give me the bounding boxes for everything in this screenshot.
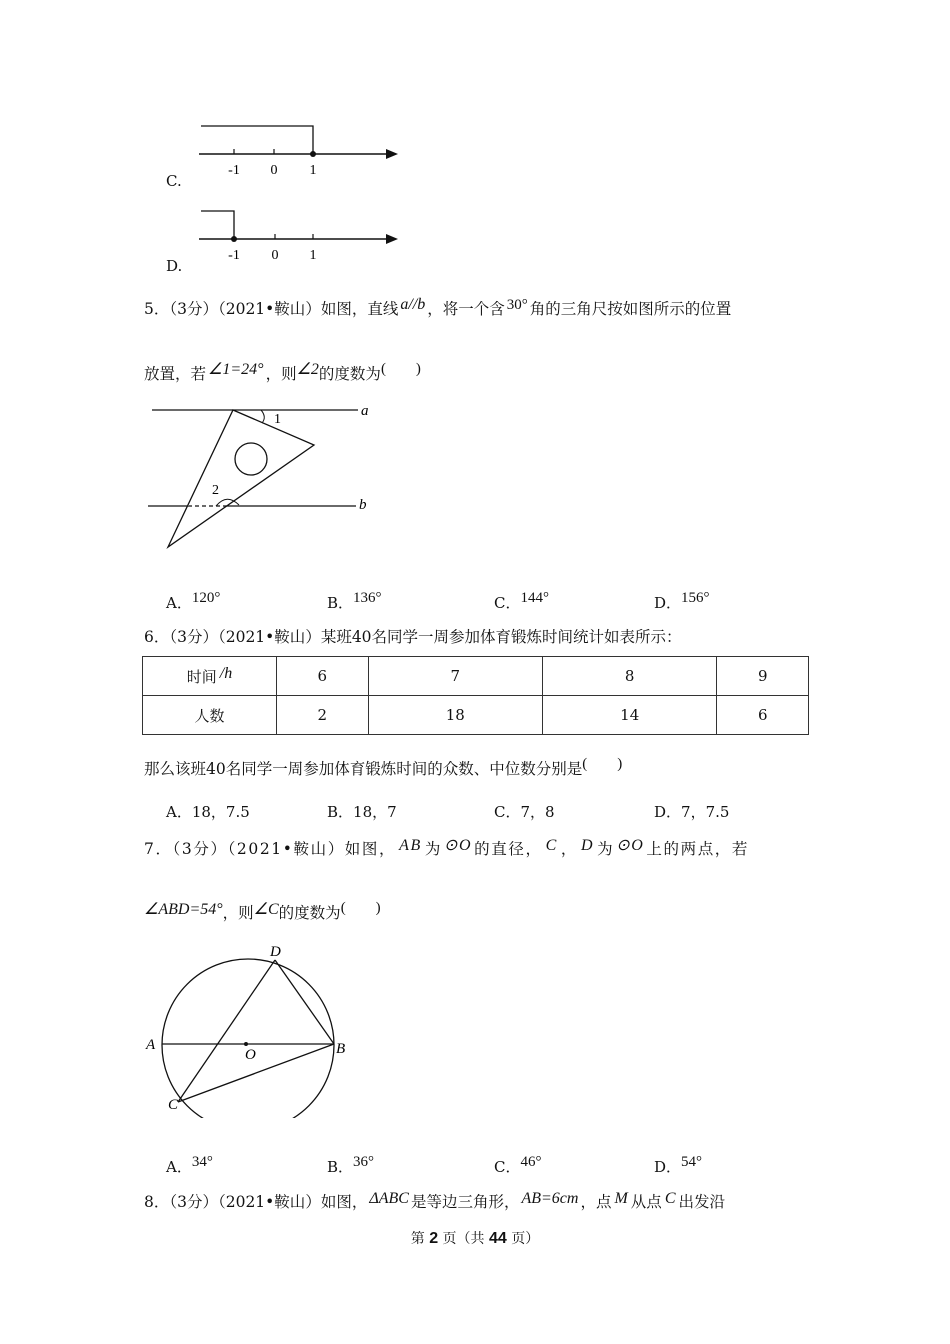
q7-option-b[interactable]	[327, 1156, 374, 1177]
q7-stem-text: 为	[597, 840, 615, 858]
q5-stem-text: 的度数为	[318, 365, 381, 383]
q7-point-d: D	[580, 837, 595, 854]
q4-option-d-label[interactable]: D.	[166, 257, 183, 275]
circle-o	[162, 959, 334, 1118]
q8-stem-text: 8．（3分）（2021•鞍山）如图，	[144, 1193, 368, 1211]
footer-total-pages: 44	[489, 1230, 507, 1247]
q8-length: AB=6cm	[521, 1190, 579, 1207]
option-label: A．	[166, 1158, 192, 1176]
option-label: B．	[327, 594, 354, 612]
q5-parallel-expr: a//b	[400, 296, 426, 313]
q5-answer-paren: ( )	[380, 361, 421, 377]
table-cell: 8	[542, 657, 716, 696]
segment-cb	[178, 1044, 334, 1102]
q7-condition: ∠ABD=54°	[144, 901, 223, 918]
option-label: C．	[494, 594, 521, 612]
table-row	[143, 696, 809, 735]
q4-option-c-number-line	[195, 118, 405, 188]
row-header-count: 人数	[143, 696, 277, 735]
q7-stem-text: 7．（3分）（2021•鞍山）如图，	[144, 840, 397, 858]
q8-point-m: M	[614, 1190, 628, 1207]
footer-text: 页）	[511, 1231, 540, 1247]
q5-option-b[interactable]	[327, 592, 382, 613]
q7-stem-line2	[144, 901, 381, 923]
page-footer	[0, 1228, 950, 1248]
tick-label: 1	[309, 163, 317, 178]
q5-stem-line1	[144, 297, 731, 319]
option-value: 7，7.5	[681, 803, 730, 821]
table-cell: 6	[277, 657, 369, 696]
q5-angle-value: 30°	[506, 297, 528, 313]
q6-answer-paren: ( )	[582, 756, 623, 772]
q7-answer-paren: ( )	[340, 900, 381, 916]
q6-question	[144, 757, 622, 779]
q7-option-c[interactable]	[494, 1156, 541, 1177]
footer-page-number: 2	[429, 1230, 439, 1247]
q7-circle: ⊙O	[616, 837, 645, 854]
table-cell: 2	[277, 696, 369, 735]
q6-option-a[interactable]	[166, 801, 250, 822]
q4-option-d-number-line	[195, 203, 405, 273]
q8-stem-text: 出发沿	[678, 1193, 725, 1211]
table-cell: 14	[542, 696, 716, 735]
tick-label: 0	[270, 163, 278, 178]
option-value: 54°	[681, 1154, 703, 1170]
q6-stem: 6．（3分）（2021•鞍山）某班40名同学一周参加体育锻炼时间统计如表所示：	[144, 628, 682, 646]
table-cell: 9	[717, 657, 809, 696]
q5-stem-text: 角的三角尺按如图所示的位置	[529, 300, 732, 318]
q7-stem-text: 的直径，	[474, 840, 543, 858]
label-d: D	[270, 944, 281, 960]
footer-text: 第	[410, 1231, 425, 1247]
option-value: 36°	[353, 1154, 375, 1170]
option-label: D．	[654, 1158, 682, 1176]
option-label: A．	[166, 803, 192, 821]
tick-label: 0	[271, 248, 279, 263]
row-header-time: 时间 /h	[143, 657, 277, 696]
q7-stem-text: ，则	[222, 904, 254, 922]
option-label: C．	[494, 803, 521, 821]
label-a: A	[146, 1037, 156, 1053]
option-value: 34°	[191, 1154, 213, 1170]
q5-stem-text: 5．（3分）（2021•鞍山）如图，直线	[144, 300, 399, 318]
label-o: O	[245, 1047, 256, 1063]
q5-stem-text: ，则	[265, 365, 297, 383]
option-label: D．	[654, 803, 682, 821]
q5-option-c[interactable]	[494, 592, 549, 613]
q8-stem-text: ，点	[580, 1193, 612, 1211]
q7-option-a[interactable]	[166, 1156, 213, 1177]
option-value: 18，7	[353, 803, 397, 821]
footer-text: 页（共	[442, 1231, 485, 1247]
q8-stem-text: 从点	[630, 1193, 662, 1211]
tick-label: -1	[228, 163, 240, 178]
q7-diameter: AB	[399, 837, 422, 854]
option-label: B．	[327, 803, 354, 821]
q7-stem-text: 为	[424, 840, 442, 858]
tick-label: -1	[228, 248, 240, 263]
option-value: 7，8	[520, 803, 555, 821]
q6-question-text: 那么该班40名同学一周参加体育锻炼时间的众数、中位数分别是	[144, 760, 583, 778]
q7-stem-text: 的度数为	[278, 904, 341, 922]
ruler-hole	[235, 443, 267, 475]
q7-circle-figure	[140, 938, 360, 1118]
q5-stem-text: 放置，若	[144, 365, 207, 383]
table-cell: 7	[368, 657, 542, 696]
option-value: 144°	[520, 590, 549, 606]
q5-option-d[interactable]	[654, 592, 710, 613]
q5-condition: ∠1=24°	[208, 361, 264, 378]
label-a: a	[361, 403, 369, 419]
table-cell: 6	[717, 696, 809, 735]
option-value: 156°	[681, 590, 710, 606]
q6-option-d[interactable]	[654, 801, 729, 822]
table-row	[143, 657, 809, 696]
label-c: C	[168, 1097, 179, 1113]
label-angle-2: 2	[212, 483, 219, 498]
table-cell: 18	[368, 696, 542, 735]
q5-stem-line2	[144, 362, 421, 384]
q6-table	[142, 656, 809, 735]
q6-option-c[interactable]	[494, 801, 555, 822]
q4-option-c-label[interactable]: C.	[166, 172, 182, 190]
q8-stem-line1	[144, 1190, 725, 1212]
option-value: 136°	[353, 590, 382, 606]
q6-option-b[interactable]	[327, 801, 397, 822]
q7-asked-angle: ∠C	[253, 901, 279, 918]
q7-point-c: C	[545, 837, 558, 854]
q8-point-c: C	[664, 1190, 676, 1207]
q7-circle: ⊙O	[443, 837, 473, 854]
triangle-ruler	[168, 410, 314, 547]
q7-option-d[interactable]	[654, 1156, 702, 1177]
q8-triangle: ΔABC	[369, 1190, 409, 1207]
label-angle-1: 1	[274, 412, 281, 427]
q7-stem-line1	[144, 837, 749, 859]
option-value: 18，7.5	[191, 803, 250, 821]
option-value: 46°	[520, 1154, 542, 1170]
option-value: 120°	[191, 590, 221, 606]
q7-stem-text: ，	[560, 840, 578, 858]
option-label: C．	[494, 1158, 521, 1176]
tick-label: 1	[309, 248, 317, 263]
q5-asked-angle: ∠2	[296, 361, 319, 378]
label-b: b	[359, 497, 367, 513]
label-b: B	[336, 1041, 346, 1057]
segment-db	[275, 960, 334, 1044]
q5-figure	[140, 395, 380, 555]
q8-stem-text: 是等边三角形，	[410, 1193, 520, 1211]
segment-cd	[178, 960, 275, 1102]
q5-option-a[interactable]	[166, 592, 220, 613]
option-label: D．	[654, 594, 682, 612]
q7-stem-text: 上的两点，若	[646, 840, 749, 858]
option-label: A．	[166, 594, 192, 612]
option-label: B．	[327, 1158, 354, 1176]
q5-stem-text: ，将一个含	[427, 300, 505, 318]
